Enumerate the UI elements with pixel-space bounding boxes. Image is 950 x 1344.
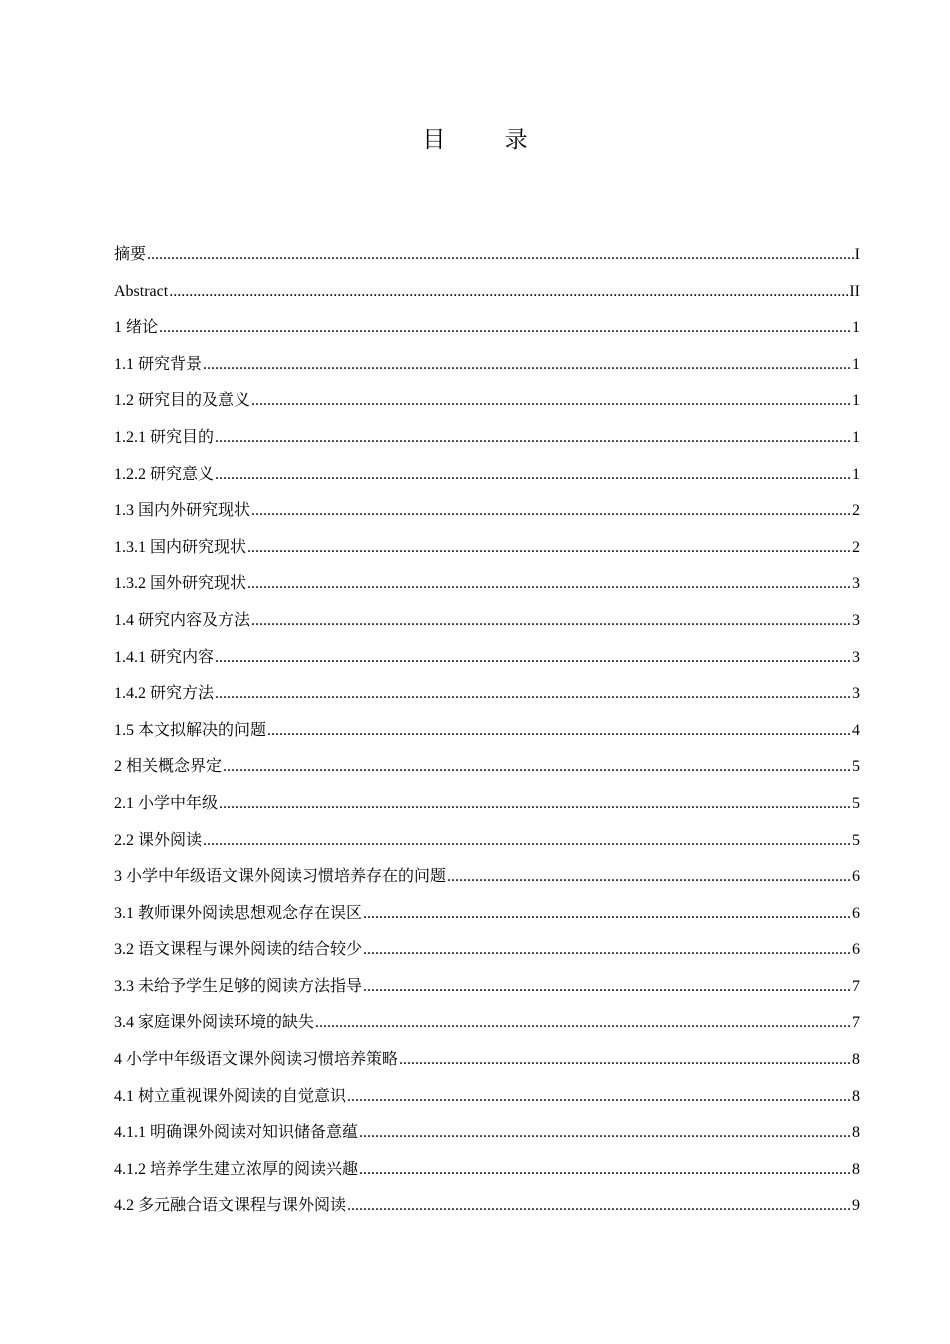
toc-entry-label: 1.4.1 研究内容 (114, 648, 215, 666)
toc-dot-leader (399, 1042, 851, 1079)
toc-entry-label: 1.1 研究背景 (114, 355, 203, 373)
toc-entry[interactable] (114, 603, 860, 640)
toc-entry[interactable] (114, 1188, 860, 1225)
toc-entry-label: 1.5 本文拟解决的问题 (114, 721, 267, 739)
toc-entry-page-number: 1 (852, 319, 860, 337)
toc-dot-leader (347, 1188, 851, 1225)
toc-entry-page-number: II (849, 282, 860, 300)
toc-entry[interactable] (114, 457, 860, 494)
toc-entry[interactable] (114, 749, 860, 786)
toc-entry-page-number: 4 (852, 721, 860, 739)
toc-entry-page-number: 3 (852, 648, 860, 666)
toc-entry-page-number: 1 (852, 428, 860, 446)
toc-entry-page-number: 2 (852, 538, 860, 556)
toc-dot-leader (267, 713, 851, 750)
toc-dot-leader (315, 1005, 851, 1042)
toc-entry-page-number: 7 (852, 1014, 860, 1032)
toc-dot-leader (363, 969, 851, 1006)
toc-entry-page-number: 3 (852, 611, 860, 629)
toc-entry-label: 3.3 未给予学生足够的阅读方法指导 (114, 977, 363, 995)
toc-entry[interactable] (114, 530, 860, 567)
toc-entry-label: Abstract (114, 282, 169, 300)
toc-entry-page-number: 3 (852, 685, 860, 703)
toc-entry[interactable] (114, 823, 860, 860)
toc-entry-label: 4.1.1 明确课外阅读对知识储备意蕴 (114, 1124, 359, 1142)
toc-dot-leader (169, 274, 848, 311)
toc-entry-page-number: 8 (852, 1051, 860, 1069)
page-title: 目 录 (422, 127, 554, 153)
toc-entry[interactable] (114, 969, 860, 1006)
toc-dot-leader (251, 603, 851, 640)
toc-dot-leader (215, 640, 851, 677)
toc-entry-page-number: 3 (852, 575, 860, 593)
toc-entry-label: 1.3 国内外研究现状 (114, 502, 251, 520)
toc-entry-page-number: 8 (852, 1087, 860, 1105)
toc-entry-page-number: 1 (852, 392, 860, 410)
toc-dot-leader (159, 310, 851, 347)
toc-entry-page-number: 7 (852, 977, 860, 995)
toc-entry[interactable] (114, 347, 860, 384)
toc-dot-leader (215, 676, 851, 713)
toc-entry[interactable] (114, 566, 860, 603)
toc-entry[interactable] (114, 310, 860, 347)
toc-entry[interactable] (114, 1005, 860, 1042)
toc-entry[interactable] (114, 896, 860, 933)
toc-entry-label: 4.1.2 培养学生建立浓厚的阅读兴趣 (114, 1160, 359, 1178)
toc-entry[interactable] (114, 932, 860, 969)
toc-entry-label: 3.4 家庭课外阅读环境的缺失 (114, 1014, 315, 1032)
toc-entry[interactable] (114, 237, 860, 274)
toc-entry[interactable] (114, 1115, 860, 1152)
toc-entry-page-number: 5 (852, 831, 860, 849)
toc-entry-label: 1.2.1 研究目的 (114, 428, 215, 446)
toc-dot-leader (247, 530, 851, 567)
toc-entry-page-number: 8 (852, 1160, 860, 1178)
toc-entry-label: 摘要 (114, 246, 147, 263)
toc-dot-leader (147, 237, 854, 274)
toc-entry[interactable] (114, 383, 860, 420)
toc-dot-leader (223, 749, 851, 786)
table-of-contents (114, 237, 860, 1225)
toc-entry[interactable] (114, 859, 860, 896)
toc-entry[interactable] (114, 1042, 860, 1079)
toc-entry-page-number: 6 (852, 868, 860, 886)
toc-entry-label: 4.2 多元融合语文课程与课外阅读 (114, 1197, 347, 1215)
toc-entry[interactable] (114, 274, 860, 311)
toc-entry-page-number: 5 (852, 758, 860, 776)
toc-entry-label: 2 相关概念界定 (114, 758, 223, 776)
toc-entry-label: 2.2 课外阅读 (114, 831, 203, 849)
toc-dot-leader (447, 859, 851, 896)
toc-entry-page-number: I (854, 246, 860, 263)
toc-entry[interactable] (114, 676, 860, 713)
toc-entry-label: 1.4 研究内容及方法 (114, 611, 251, 629)
toc-entry[interactable] (114, 420, 860, 457)
toc-entry[interactable] (114, 1152, 860, 1189)
toc-entry[interactable] (114, 713, 860, 750)
toc-entry-label: 1.4.2 研究方法 (114, 685, 215, 703)
toc-dot-leader (251, 493, 851, 530)
toc-dot-leader (215, 457, 851, 494)
toc-dot-leader (363, 896, 851, 933)
toc-entry[interactable] (114, 640, 860, 677)
toc-entry-label: 1 绪论 (114, 319, 159, 337)
toc-entry-label: 4.1 树立重视课外阅读的自觉意识 (114, 1087, 347, 1105)
toc-entry-page-number: 6 (852, 941, 860, 959)
toc-entry-page-number: 1 (852, 355, 860, 373)
toc-entry-label: 1.2 研究目的及意义 (114, 392, 251, 410)
toc-entry-page-number: 6 (852, 904, 860, 922)
toc-entry-label: 4 小学中年级语文课外阅读习惯培养策略 (114, 1051, 399, 1069)
toc-entry-label: 3.2 语文课程与课外阅读的结合较少 (114, 941, 363, 959)
toc-entry-label: 1.3.2 国外研究现状 (114, 575, 247, 593)
toc-entry-page-number: 5 (852, 794, 860, 812)
toc-entry[interactable] (114, 493, 860, 530)
toc-dot-leader (347, 1079, 851, 1116)
toc-entry-page-number: 1 (852, 465, 860, 483)
toc-dot-leader (251, 383, 851, 420)
toc-entry[interactable] (114, 1079, 860, 1116)
toc-entry-label: 3 小学中年级语文课外阅读习惯培养存在的问题 (114, 868, 447, 886)
toc-entry-label: 3.1 教师课外阅读思想观念存在误区 (114, 904, 363, 922)
toc-dot-leader (363, 932, 851, 969)
toc-dot-leader (203, 823, 851, 860)
toc-entry-label: 1.2.2 研究意义 (114, 465, 215, 483)
toc-dot-leader (215, 420, 851, 457)
toc-entry-page-number: 2 (852, 502, 860, 520)
toc-entry-label: 2.1 小学中年级 (114, 794, 219, 812)
toc-dot-leader (359, 1152, 851, 1189)
toc-dot-leader (247, 566, 851, 603)
toc-entry[interactable] (114, 786, 860, 823)
toc-dot-leader (359, 1115, 851, 1152)
toc-entry-page-number: 9 (852, 1197, 860, 1215)
toc-entry-label: 1.3.1 国内研究现状 (114, 538, 247, 556)
toc-dot-leader (203, 347, 851, 384)
toc-dot-leader (219, 786, 851, 823)
toc-entry-page-number: 8 (852, 1124, 860, 1142)
